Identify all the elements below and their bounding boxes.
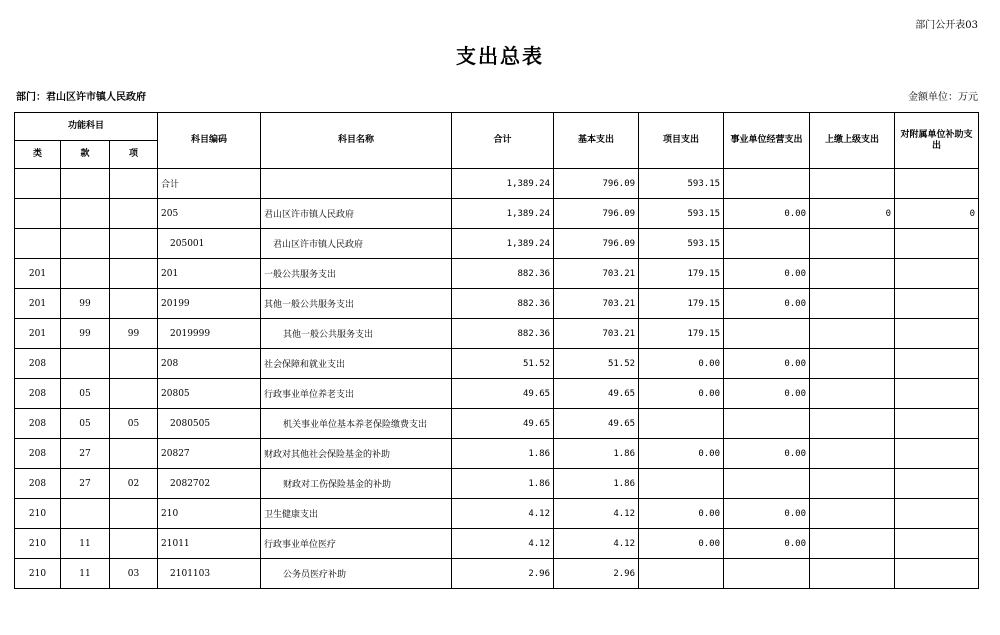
cell-lei: 201 [15, 259, 61, 289]
cell-kuan: 99 [61, 319, 110, 349]
header-func-group: 功能科目 [15, 113, 158, 141]
cell-project: 0.00 [639, 349, 724, 379]
cell-code: 201 [158, 259, 261, 289]
cell-total: 49.65 [452, 409, 554, 439]
cell-lei: 210 [15, 559, 61, 589]
cell-basic: 1.86 [554, 469, 639, 499]
header-enterprise: 事业单位经营支出 [724, 113, 810, 169]
cell-enterprise [724, 319, 810, 349]
cell-upper [810, 349, 895, 379]
cell-project: 0.00 [639, 439, 724, 469]
cell-xiang: 99 [110, 319, 158, 349]
cell-upper [810, 439, 895, 469]
cell-kuan [61, 169, 110, 199]
cell-enterprise: 0.00 [724, 349, 810, 379]
cell-xiang [110, 529, 158, 559]
cell-project: 593.15 [639, 199, 724, 229]
cell-name: 公务员医疗补助 [261, 559, 452, 589]
cell-upper [810, 469, 895, 499]
cell-xiang [110, 229, 158, 259]
page-title: 支出总表 [456, 44, 544, 68]
cell-name [261, 169, 452, 199]
expenditure-table [14, 112, 979, 589]
cell-kuan: 05 [61, 379, 110, 409]
cell-xiang [110, 499, 158, 529]
cell-kuan: 11 [61, 529, 110, 559]
table-row [15, 379, 979, 409]
table-row [15, 469, 979, 499]
cell-code: 2101103 [158, 559, 261, 589]
cell-basic: 703.21 [554, 259, 639, 289]
cell-upper [810, 259, 895, 289]
cell-enterprise [724, 409, 810, 439]
cell-name: 社会保障和就业支出 [261, 349, 452, 379]
cell-lei: 201 [15, 289, 61, 319]
cell-total: 1,389.24 [452, 169, 554, 199]
cell-xiang [110, 439, 158, 469]
header-basic: 基本支出 [554, 113, 639, 169]
table-row [15, 229, 979, 259]
cell-basic: 703.21 [554, 289, 639, 319]
cell-kuan [61, 199, 110, 229]
cell-subsidy [895, 469, 979, 499]
table-row [15, 289, 979, 319]
header-total: 合计 [452, 113, 554, 169]
cell-subsidy [895, 409, 979, 439]
cell-name: 行政事业单位医疗 [261, 529, 452, 559]
cell-upper [810, 529, 895, 559]
table-row [15, 319, 979, 349]
cell-xiang [110, 199, 158, 229]
cell-basic: 796.09 [554, 229, 639, 259]
cell-upper [810, 499, 895, 529]
cell-code: 合计 [158, 169, 261, 199]
cell-subsidy [895, 499, 979, 529]
table-row [15, 349, 979, 379]
cell-subsidy [895, 259, 979, 289]
cell-subsidy: 0 [895, 199, 979, 229]
cell-enterprise: 0.00 [724, 499, 810, 529]
cell-upper [810, 559, 895, 589]
cell-basic: 1.86 [554, 439, 639, 469]
cell-subsidy [895, 439, 979, 469]
cell-name: 其他一般公共服务支出 [261, 289, 452, 319]
table-code-label: 部门公开表03 [915, 20, 978, 31]
cell-lei: 208 [15, 439, 61, 469]
cell-lei [15, 169, 61, 199]
cell-project [639, 469, 724, 499]
cell-project: 593.15 [639, 229, 724, 259]
table-row [15, 169, 979, 199]
cell-total: 882.36 [452, 289, 554, 319]
cell-code: 21011 [158, 529, 261, 559]
cell-subsidy [895, 229, 979, 259]
cell-lei: 210 [15, 499, 61, 529]
cell-subsidy [895, 169, 979, 199]
cell-subsidy [895, 529, 979, 559]
cell-project [639, 559, 724, 589]
cell-subsidy [895, 559, 979, 589]
cell-code: 2080505 [158, 409, 261, 439]
cell-kuan [61, 229, 110, 259]
cell-basic: 4.12 [554, 529, 639, 559]
cell-name: 财政对其他社会保险基金的补助 [261, 439, 452, 469]
header-code: 科目编码 [158, 113, 261, 169]
cell-code: 2082702 [158, 469, 261, 499]
cell-total: 1,389.24 [452, 229, 554, 259]
cell-xiang [110, 289, 158, 319]
cell-kuan: 05 [61, 409, 110, 439]
cell-basic: 796.09 [554, 169, 639, 199]
cell-total: 882.36 [452, 259, 554, 289]
cell-basic: 49.65 [554, 379, 639, 409]
cell-project: 179.15 [639, 319, 724, 349]
cell-total: 1.86 [452, 439, 554, 469]
cell-upper [810, 409, 895, 439]
cell-kuan [61, 349, 110, 379]
cell-enterprise: 0.00 [724, 199, 810, 229]
cell-xiang: 02 [110, 469, 158, 499]
cell-total: 1.86 [452, 469, 554, 499]
cell-basic: 49.65 [554, 409, 639, 439]
cell-lei: 210 [15, 529, 61, 559]
cell-lei: 201 [15, 319, 61, 349]
cell-subsidy [895, 319, 979, 349]
cell-subsidy [895, 379, 979, 409]
table-row [15, 559, 979, 589]
cell-enterprise [724, 469, 810, 499]
cell-code: 208 [158, 349, 261, 379]
cell-lei: 208 [15, 469, 61, 499]
cell-kuan [61, 259, 110, 289]
cell-kuan: 27 [61, 469, 110, 499]
cell-total: 1,389.24 [452, 199, 554, 229]
cell-total: 882.36 [452, 319, 554, 349]
cell-name: 机关事业单位基本养老保险缴费支出 [261, 409, 452, 439]
cell-xiang: 03 [110, 559, 158, 589]
cell-total: 4.12 [452, 499, 554, 529]
cell-enterprise: 0.00 [724, 529, 810, 559]
cell-enterprise: 0.00 [724, 379, 810, 409]
header-kuan: 款 [61, 141, 110, 169]
cell-code: 20199 [158, 289, 261, 319]
cell-xiang [110, 259, 158, 289]
cell-upper [810, 379, 895, 409]
cell-total: 51.52 [452, 349, 554, 379]
table-row [15, 439, 979, 469]
cell-xiang [110, 379, 158, 409]
cell-kuan [61, 499, 110, 529]
header-xiang: 项 [110, 141, 158, 169]
cell-enterprise [724, 229, 810, 259]
cell-total: 2.96 [452, 559, 554, 589]
cell-basic: 4.12 [554, 499, 639, 529]
cell-enterprise: 0.00 [724, 439, 810, 469]
cell-basic: 2.96 [554, 559, 639, 589]
cell-code: 2019999 [158, 319, 261, 349]
header-project: 项目支出 [639, 113, 724, 169]
cell-project: 0.00 [639, 499, 724, 529]
cell-name: 其他一般公共服务支出 [261, 319, 452, 349]
header-name: 科目名称 [261, 113, 452, 169]
cell-project: 0.00 [639, 529, 724, 559]
cell-project: 0.00 [639, 379, 724, 409]
cell-code: 20827 [158, 439, 261, 469]
cell-project: 179.15 [639, 289, 724, 319]
table-row [15, 199, 979, 229]
cell-xiang: 05 [110, 409, 158, 439]
cell-total: 49.65 [452, 379, 554, 409]
cell-name: 君山区许市镇人民政府 [261, 229, 452, 259]
cell-name: 君山区许市镇人民政府 [261, 199, 452, 229]
header-upper: 上缴上级支出 [810, 113, 895, 169]
cell-enterprise: 0.00 [724, 259, 810, 289]
cell-code: 210 [158, 499, 261, 529]
cell-subsidy [895, 349, 979, 379]
cell-code: 20805 [158, 379, 261, 409]
header-lei: 类 [15, 141, 61, 169]
cell-upper [810, 229, 895, 259]
cell-upper [810, 289, 895, 319]
cell-basic: 703.21 [554, 319, 639, 349]
cell-lei [15, 229, 61, 259]
table-row [15, 499, 979, 529]
cell-name: 卫生健康支出 [261, 499, 452, 529]
cell-lei: 208 [15, 409, 61, 439]
cell-project [639, 409, 724, 439]
department-label: 部门：君山区许市镇人民政府 [16, 92, 146, 103]
table-row [15, 529, 979, 559]
cell-enterprise [724, 169, 810, 199]
table-row [15, 409, 979, 439]
cell-name: 财政对工伤保险基金的补助 [261, 469, 452, 499]
cell-lei: 208 [15, 379, 61, 409]
cell-total: 4.12 [452, 529, 554, 559]
cell-enterprise [724, 559, 810, 589]
cell-project: 593.15 [639, 169, 724, 199]
cell-xiang [110, 169, 158, 199]
cell-xiang [110, 349, 158, 379]
cell-upper [810, 169, 895, 199]
table-row [15, 259, 979, 289]
cell-basic: 51.52 [554, 349, 639, 379]
cell-lei: 208 [15, 349, 61, 379]
cell-code: 205001 [158, 229, 261, 259]
unit-label: 金额单位：万元 [908, 92, 978, 103]
cell-kuan: 99 [61, 289, 110, 319]
cell-enterprise: 0.00 [724, 289, 810, 319]
cell-subsidy [895, 289, 979, 319]
cell-name: 行政事业单位养老支出 [261, 379, 452, 409]
cell-project: 179.15 [639, 259, 724, 289]
cell-lei [15, 199, 61, 229]
cell-code: 205 [158, 199, 261, 229]
cell-kuan: 27 [61, 439, 110, 469]
cell-upper [810, 319, 895, 349]
cell-kuan: 11 [61, 559, 110, 589]
cell-basic: 796.09 [554, 199, 639, 229]
cell-name: 一般公共服务支出 [261, 259, 452, 289]
header-subsidy: 对附属单位补助支出 [895, 113, 979, 169]
cell-upper: 0 [810, 199, 895, 229]
